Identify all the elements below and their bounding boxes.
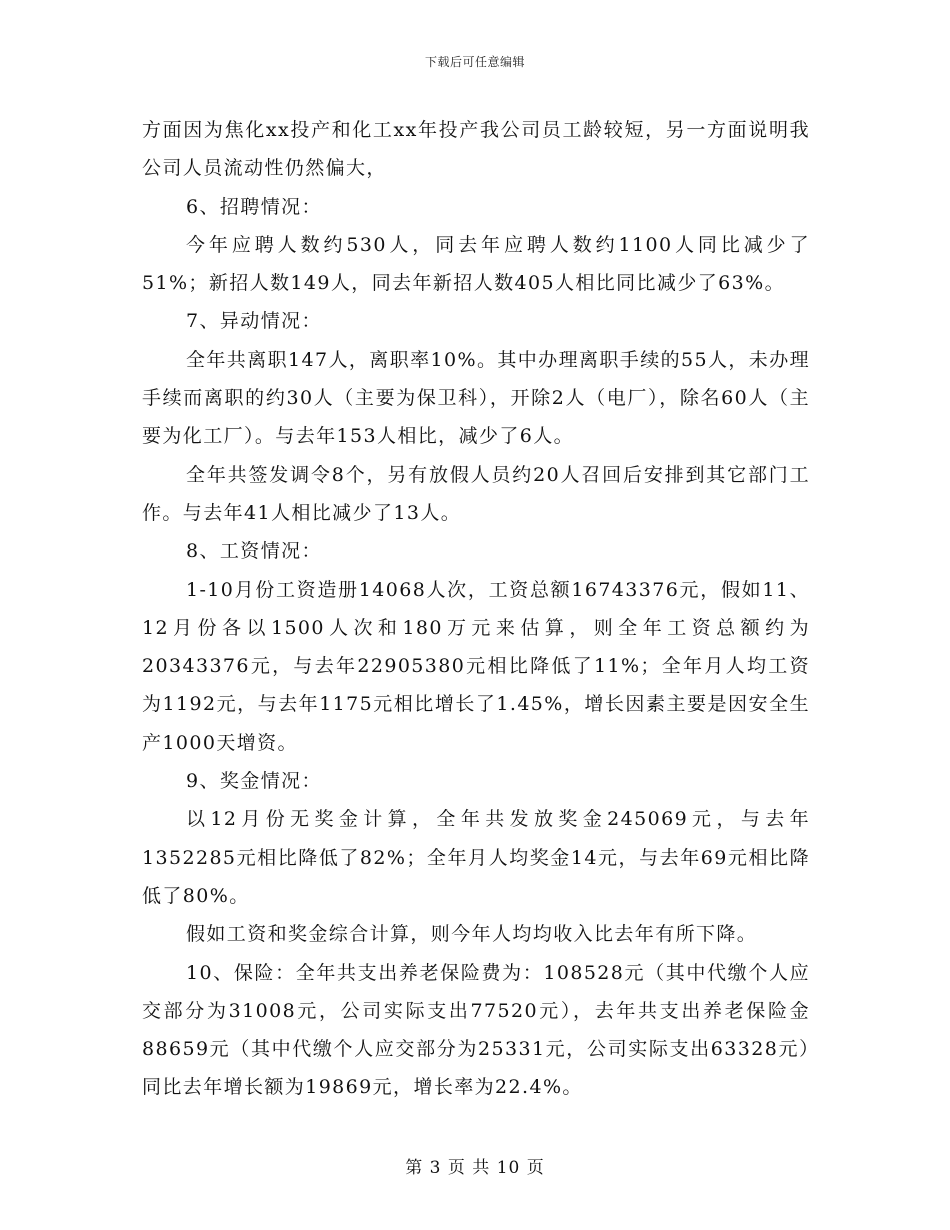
page-header: 下载后可任意编辑 (424, 55, 525, 69)
section-heading-turnover: 7、异动情况： (186, 310, 322, 333)
paragraph: 10、保险：全年共支出养老保险费为：108528元（其中代缴个人应交部分为31008元，公司实际支出77520元），去年共支出养老保险金88659元（其中代缴个人应交部分为25331元，公司实际支出63328元）同比去年增长额为19869元，增长率为22.4%。 (142, 961, 810, 1099)
section-heading-bonus: 9、奖金情况： (186, 770, 322, 793)
paragraph: 1-10月份工资造册14068人次，工资总额16743376元，假如11、12月份各以1500人次和180万元来估算，则全年工资总额约为20343376元，与去年22905380元相比降低了11%；全年月人均工资为1192元，与去年1175元相比增长了1.45%，增长因素主要是因安全生产1000天增资。 (142, 578, 810, 754)
paragraph: 假如工资和奖金综合计算，则今年人均均收入比去年有所下降。 (186, 923, 758, 946)
paragraph: 方面因为焦化xx投产和化工xx年投产我公司员工龄较短，另一方面说明我公司人员流动性仍然偏大， (142, 119, 810, 180)
paragraph: 以12月份无奖金计算，全年共发放奖金245069元，与去年1352285元相比降低了82%；全年月人均奖金14元，与去年69元相比降低了80%。 (142, 808, 810, 907)
section-heading-wages: 8、工资情况： (186, 540, 322, 563)
page-number-footer: 第 3 页 共 10 页 (405, 1158, 545, 1178)
paragraph: 全年共离职147人，离职率10%。其中办理离职手续的55人，未办理手续而离职的约30人（主要为保卫科），开除2人（电厂），除名60人（主要为化工厂）。与去年153人相比，减少了6人。 (142, 348, 810, 448)
document-body (142, 111, 810, 1107)
paragraph: 全年共签发调令8个，另有放假人员约20人召回后安排到其它部门工作。与去年41人相比减少了13人。 (142, 463, 810, 524)
section-heading-recruitment: 6、招聘情况： (186, 195, 322, 218)
paragraph: 今年应聘人数约530人，同去年应聘人数约1100人同比减少了51%；新招人数149人，同去年新招人数405人相比同比减少了63%。 (142, 233, 810, 295)
